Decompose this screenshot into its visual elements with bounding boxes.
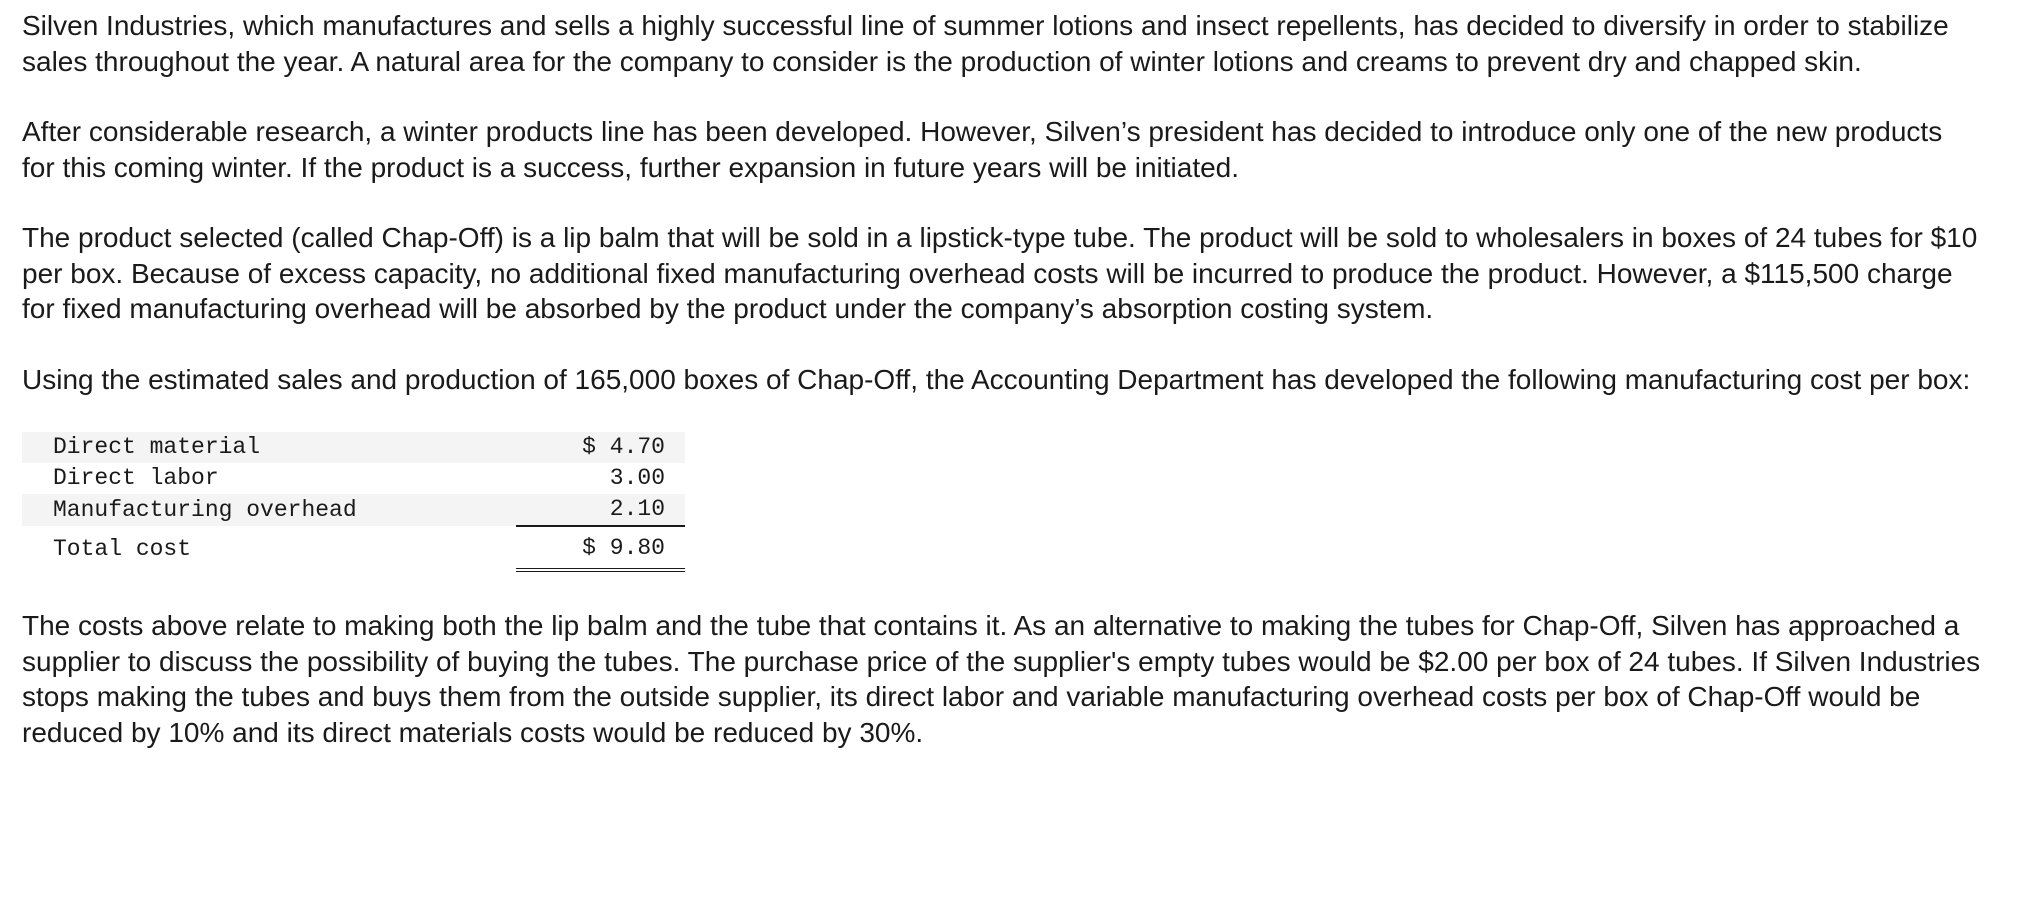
row-value: 2.10 (516, 494, 685, 526)
intro-paragraph: Silven Industries, which manufactures and sells a highly successful line of summer lotions and insect repellents, has decided to diversify in order to stabilize sales throughout the year. A natural area for the company to consider is the production of winter lotions and creams to prevent dry and chapped skin. (22, 10, 1949, 77)
problem-text (22, 8, 1982, 785)
cost-intro-paragraph: Using the estimated sales and production of 165,000 boxes of Chap-Off, the Accounting Department has developed the following manufacturing cost per box: (22, 363, 1971, 395)
alternative-paragraph: The costs above relate to making both the lip balm and the tube that contains it. As an alternative to making the tubes for Chap-Off, Silven has approached a supplier to discuss the possibility of buying the tubes. The purchase price of the supplier's empty tubes would be $2.00 per box of 24 tubes. If Silven Industries stops making the tubes and buys them from the outside supplier, its direct labor and variable manufacturing overhead costs per box of Chap-Off would be reduced by 10% and its direct materials costs would be reduced by 30%. (22, 610, 1981, 748)
row-label: Direct labor (53, 465, 219, 491)
row-value: 3.00 (609, 465, 665, 491)
row-label: Manufacturing overhead (22, 494, 516, 526)
cost-per-box-table (22, 432, 685, 572)
total-value: $ 9.80 (516, 526, 685, 570)
total-row (22, 526, 685, 570)
row-value: $ 4.70 (516, 432, 685, 463)
product-paragraph: The product selected (called Chap-Off) is a lip balm that will be sold in a lipstick-type tube. The product will be sold to wholesalers in boxes of 24 tubes for $10 per box. Because of excess capacity, no additional fixed manufacturing overhead costs will be incurred to produce the product. However, a $115,500 charge for fixed manufacturing overhead will be absorbed by the product under the company’s absorption costing system. (22, 222, 1978, 324)
row-label: Direct material (22, 432, 516, 463)
total-label: Total cost (53, 535, 192, 562)
table-row (22, 432, 685, 463)
table-row (22, 463, 685, 494)
research-paragraph: After considerable research, a winter products line has been developed. However, Silven’s president has decided to introduce only one of the new products for this coming winter. If the product is a success, further expansion in future years will be initiated. (22, 116, 1943, 183)
table-row (22, 494, 685, 526)
